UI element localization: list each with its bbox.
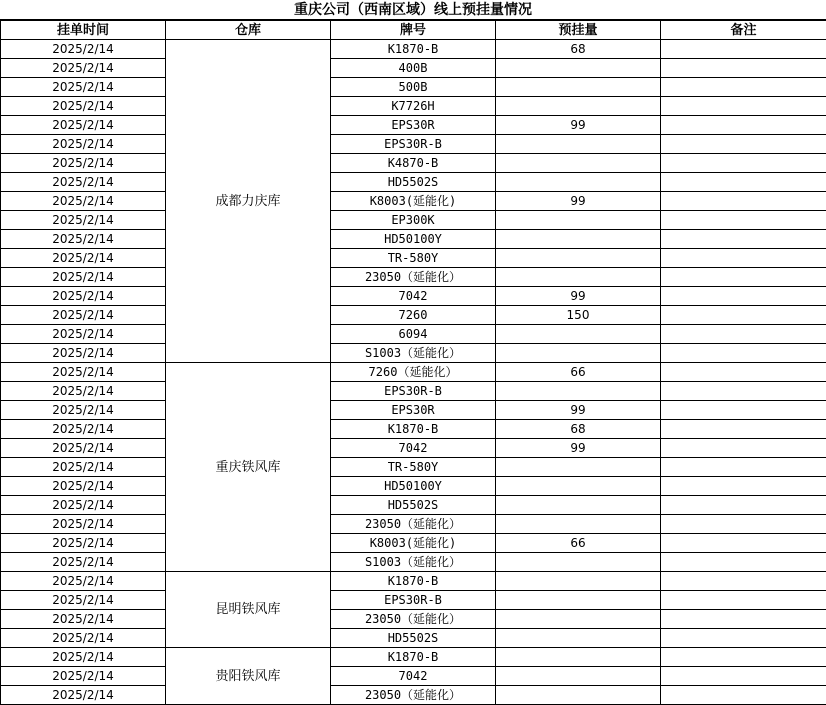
table-row <box>1 97 826 116</box>
cell-grade[interactable]: K7726H <box>331 97 496 116</box>
table-row <box>1 135 826 154</box>
cell-date[interactable]: 2025/2/14 <box>1 97 166 116</box>
table-row <box>1 553 826 572</box>
cell-grade[interactable]: 23050（延能化） <box>331 268 496 287</box>
cell-date[interactable]: 2025/2/14 <box>1 667 166 686</box>
table-row <box>1 610 826 629</box>
cell-grade[interactable]: K1870-B <box>331 648 496 667</box>
cell-grade[interactable]: S1003（延能化） <box>331 344 496 363</box>
cell-quantity[interactable]: 99 <box>496 116 661 135</box>
cell-note[interactable] <box>661 534 826 553</box>
cell-note[interactable] <box>661 268 826 287</box>
cell-note[interactable] <box>661 40 826 59</box>
cell-quantity[interactable]: 99 <box>496 192 661 211</box>
table-row <box>1 534 826 553</box>
table-row <box>1 192 826 211</box>
cell-grade[interactable]: 7042 <box>331 287 496 306</box>
cell-note[interactable] <box>661 116 826 135</box>
table-row <box>1 306 826 325</box>
cell-note[interactable] <box>661 78 826 97</box>
cell-warehouse[interactable]: 昆明铁风库 <box>166 572 331 648</box>
cell-date[interactable]: 2025/2/14 <box>1 477 166 496</box>
cell-note[interactable] <box>661 211 826 230</box>
table-row <box>1 629 826 648</box>
cell-note[interactable] <box>661 458 826 477</box>
cell-date[interactable]: 2025/2/14 <box>1 420 166 439</box>
cell-quantity[interactable] <box>496 154 661 173</box>
table-row <box>1 420 826 439</box>
cell-date[interactable]: 2025/2/14 <box>1 268 166 287</box>
cell-quantity[interactable]: 99 <box>496 287 661 306</box>
cell-warehouse[interactable]: 成都力庆库 <box>166 40 331 363</box>
cell-date[interactable]: 2025/2/14 <box>1 534 166 553</box>
table-row <box>1 496 826 515</box>
cell-quantity[interactable]: 99 <box>496 439 661 458</box>
cell-date[interactable]: 2025/2/14 <box>1 496 166 515</box>
cell-note[interactable] <box>661 610 826 629</box>
cell-date[interactable]: 2025/2/14 <box>1 401 166 420</box>
cell-grade[interactable]: TR-580Y <box>331 249 496 268</box>
header-row <box>1 21 826 40</box>
cell-quantity[interactable] <box>496 648 661 667</box>
cell-note[interactable] <box>661 192 826 211</box>
cell-note[interactable] <box>661 344 826 363</box>
table-row <box>1 173 826 192</box>
cell-note[interactable] <box>661 496 826 515</box>
table-row <box>1 59 826 78</box>
cell-grade[interactable]: EPS30R-B <box>331 135 496 154</box>
cell-quantity[interactable]: 150 <box>496 306 661 325</box>
table-body <box>1 40 826 705</box>
cell-note[interactable] <box>661 667 826 686</box>
cell-note[interactable] <box>661 230 826 249</box>
cell-note[interactable] <box>661 135 826 154</box>
cell-note[interactable] <box>661 420 826 439</box>
cell-grade[interactable]: 23050（延能化） <box>331 686 496 705</box>
cell-date[interactable]: 2025/2/14 <box>1 591 166 610</box>
cell-note[interactable] <box>661 686 826 705</box>
table-row <box>1 382 826 401</box>
cell-note[interactable] <box>661 97 826 116</box>
cell-quantity[interactable] <box>496 211 661 230</box>
cell-grade[interactable]: HD5502S <box>331 173 496 192</box>
cell-date[interactable]: 2025/2/14 <box>1 686 166 705</box>
header-grade[interactable]: 牌号 <box>331 21 496 40</box>
table-row <box>1 477 826 496</box>
cell-note[interactable] <box>661 629 826 648</box>
cell-grade[interactable]: EPS30R-B <box>331 382 496 401</box>
cell-quantity[interactable] <box>496 477 661 496</box>
table-row <box>1 211 826 230</box>
cell-quantity[interactable] <box>496 572 661 591</box>
cell-grade[interactable]: 400B <box>331 59 496 78</box>
cell-grade[interactable]: TR-580Y <box>331 458 496 477</box>
table-row <box>1 439 826 458</box>
cell-note[interactable] <box>661 591 826 610</box>
cell-note[interactable] <box>661 401 826 420</box>
cell-grade[interactable]: K1870-B <box>331 572 496 591</box>
cell-grade[interactable]: K1870-B <box>331 40 496 59</box>
cell-quantity[interactable] <box>496 78 661 97</box>
table-row <box>1 268 826 287</box>
cell-note[interactable] <box>661 572 826 591</box>
table-row <box>1 591 826 610</box>
cell-date[interactable]: 2025/2/14 <box>1 116 166 135</box>
cell-quantity[interactable] <box>496 610 661 629</box>
cell-date[interactable]: 2025/2/14 <box>1 648 166 667</box>
cell-warehouse[interactable]: 重庆铁风库 <box>166 363 331 572</box>
cell-quantity[interactable]: 66 <box>496 534 661 553</box>
cell-grade[interactable]: K4870-B <box>331 154 496 173</box>
table-row <box>1 230 826 249</box>
cell-date[interactable]: 2025/2/14 <box>1 249 166 268</box>
cell-date[interactable]: 2025/2/14 <box>1 515 166 534</box>
cell-quantity[interactable] <box>496 249 661 268</box>
cell-date[interactable]: 2025/2/14 <box>1 553 166 572</box>
cell-date[interactable]: 2025/2/14 <box>1 344 166 363</box>
cell-grade[interactable]: EPS30R <box>331 401 496 420</box>
table-row <box>1 667 826 686</box>
cell-note[interactable] <box>661 515 826 534</box>
cell-note[interactable] <box>661 477 826 496</box>
table-row <box>1 401 826 420</box>
cell-date[interactable]: 2025/2/14 <box>1 59 166 78</box>
cell-grade[interactable]: 23050（延能化） <box>331 515 496 534</box>
table-row <box>1 572 826 591</box>
sheet-title: 重庆公司（西南区域）线上预挂量情况 <box>0 0 826 20</box>
table-row <box>1 287 826 306</box>
cell-quantity[interactable] <box>496 268 661 287</box>
cell-date[interactable]: 2025/2/14 <box>1 439 166 458</box>
cell-grade[interactable]: EPS30R <box>331 116 496 135</box>
cell-grade[interactable]: 7042 <box>331 439 496 458</box>
cell-date[interactable]: 2025/2/14 <box>1 211 166 230</box>
table-row <box>1 154 826 173</box>
cell-grade[interactable]: HD5502S <box>331 496 496 515</box>
table-row <box>1 648 826 667</box>
cell-note[interactable] <box>661 553 826 572</box>
cell-grade[interactable]: 7042 <box>331 667 496 686</box>
cell-note[interactable] <box>661 382 826 401</box>
cell-quantity[interactable] <box>496 344 661 363</box>
table-row <box>1 78 826 97</box>
header-quantity[interactable]: 预挂量 <box>496 21 661 40</box>
cell-quantity[interactable]: 99 <box>496 401 661 420</box>
cell-grade[interactable]: K8003(延能化) <box>331 192 496 211</box>
cell-quantity[interactable] <box>496 97 661 116</box>
cell-date[interactable]: 2025/2/14 <box>1 192 166 211</box>
cell-quantity[interactable]: 68 <box>496 420 661 439</box>
cell-grade[interactable]: 7260 <box>331 306 496 325</box>
cell-quantity[interactable] <box>496 230 661 249</box>
cell-grade[interactable]: K1870-B <box>331 420 496 439</box>
cell-grade[interactable]: 7260（延能化） <box>331 363 496 382</box>
cell-grade[interactable]: HD5502S <box>331 629 496 648</box>
table-row <box>1 458 826 477</box>
cell-grade[interactable]: HD50100Y <box>331 477 496 496</box>
cell-quantity[interactable] <box>496 458 661 477</box>
cell-date[interactable]: 2025/2/14 <box>1 306 166 325</box>
cell-date[interactable]: 2025/2/14 <box>1 629 166 648</box>
cell-grade[interactable]: S1003（延能化） <box>331 553 496 572</box>
cell-quantity[interactable]: 68 <box>496 40 661 59</box>
table-row <box>1 40 826 59</box>
cell-note[interactable] <box>661 249 826 268</box>
cell-quantity[interactable] <box>496 496 661 515</box>
cell-date[interactable]: 2025/2/14 <box>1 287 166 306</box>
table-row <box>1 325 826 344</box>
cell-grade[interactable]: 6094 <box>331 325 496 344</box>
cell-date[interactable]: 2025/2/14 <box>1 78 166 97</box>
cell-quantity[interactable] <box>496 515 661 534</box>
pre-order-table <box>0 20 826 705</box>
cell-note[interactable] <box>661 154 826 173</box>
cell-grade[interactable]: EPS30R-B <box>331 591 496 610</box>
cell-date[interactable]: 2025/2/14 <box>1 40 166 59</box>
cell-grade[interactable]: EP300K <box>331 211 496 230</box>
cell-date[interactable]: 2025/2/14 <box>1 610 166 629</box>
cell-quantity[interactable] <box>496 173 661 192</box>
table-row <box>1 686 826 705</box>
cell-date[interactable]: 2025/2/14 <box>1 325 166 344</box>
cell-quantity[interactable] <box>496 59 661 78</box>
header-warehouse[interactable]: 仓库 <box>166 21 331 40</box>
cell-date[interactable]: 2025/2/14 <box>1 382 166 401</box>
cell-note[interactable] <box>661 439 826 458</box>
cell-quantity[interactable] <box>496 667 661 686</box>
table-row <box>1 249 826 268</box>
cell-quantity[interactable] <box>496 686 661 705</box>
table-row <box>1 344 826 363</box>
cell-note[interactable] <box>661 287 826 306</box>
cell-note[interactable] <box>661 363 826 382</box>
table-row <box>1 515 826 534</box>
cell-quantity[interactable] <box>496 135 661 154</box>
cell-note[interactable] <box>661 325 826 344</box>
cell-note[interactable] <box>661 648 826 667</box>
cell-quantity[interactable] <box>496 382 661 401</box>
header-date[interactable]: 挂单时间 <box>1 21 166 40</box>
cell-date[interactable]: 2025/2/14 <box>1 230 166 249</box>
cell-grade[interactable]: K8003(延能化) <box>331 534 496 553</box>
cell-quantity[interactable] <box>496 629 661 648</box>
cell-date[interactable]: 2025/2/14 <box>1 363 166 382</box>
cell-quantity[interactable] <box>496 553 661 572</box>
cell-date[interactable]: 2025/2/14 <box>1 572 166 591</box>
cell-quantity[interactable]: 66 <box>496 363 661 382</box>
table-row <box>1 363 826 382</box>
cell-date[interactable]: 2025/2/14 <box>1 458 166 477</box>
cell-date[interactable]: 2025/2/14 <box>1 154 166 173</box>
cell-grade[interactable]: 23050（延能化） <box>331 610 496 629</box>
cell-note[interactable] <box>661 306 826 325</box>
cell-date[interactable]: 2025/2/14 <box>1 135 166 154</box>
cell-quantity[interactable] <box>496 325 661 344</box>
cell-quantity[interactable] <box>496 591 661 610</box>
cell-warehouse[interactable]: 贵阳铁风库 <box>166 648 331 705</box>
cell-grade[interactable]: 500B <box>331 78 496 97</box>
cell-note[interactable] <box>661 59 826 78</box>
table-row <box>1 116 826 135</box>
cell-grade[interactable]: HD50100Y <box>331 230 496 249</box>
cell-date[interactable]: 2025/2/14 <box>1 173 166 192</box>
cell-note[interactable] <box>661 173 826 192</box>
header-note[interactable]: 备注 <box>661 21 826 40</box>
